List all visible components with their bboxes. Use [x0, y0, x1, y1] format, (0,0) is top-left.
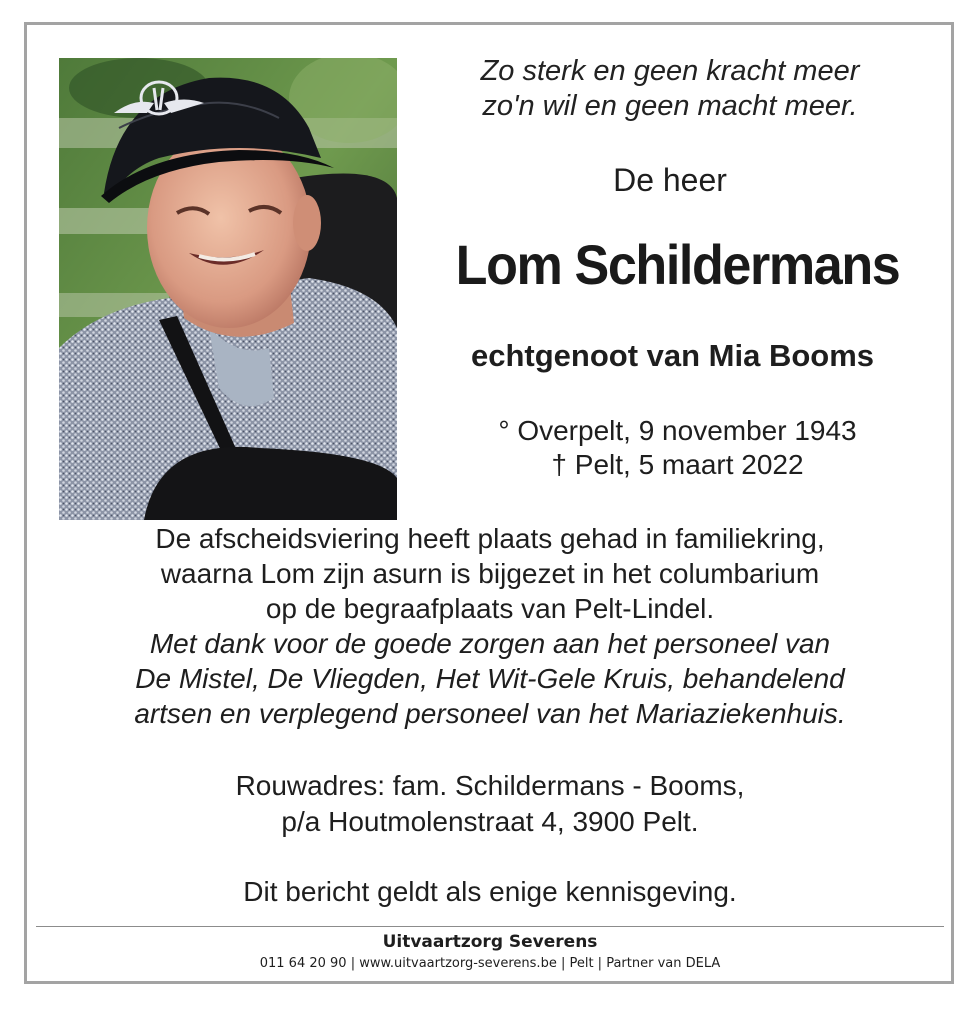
memorial-quote: [420, 54, 920, 124]
notice-text: Dit bericht geldt als enige kennisgeving.: [243, 876, 737, 907]
birth-date: ° Overpelt, 9 november 1943: [498, 415, 857, 446]
mourning-address: [40, 768, 940, 840]
death-date: † Pelt, 5 maart 2022: [551, 449, 804, 480]
ceremony-and-thanks: [40, 521, 940, 731]
address-line-1: Rouwadres: fam. Schildermans - Booms,: [235, 770, 745, 801]
funeral-company-name: Uitvaartzorg Severens: [382, 932, 598, 952]
thanks-line-3: artsen en verplegend personeel van het Mariaziekenhuis.: [134, 698, 846, 729]
thanks-line-2: De Mistel, De Vliegden, Het Wit-Gele Kruis, behandelend: [135, 663, 845, 694]
thanks-line-1: Met dank voor de goede zorgen aan het personeel van: [149, 628, 831, 659]
spouse-line: echtgenoot van Mia Booms: [470, 338, 875, 373]
quote-line-1: Zo sterk en geen kracht meer: [480, 55, 860, 87]
ceremony-line-3: op de begraafplaats van Pelt-Lindel.: [265, 593, 715, 624]
ceremony-line-2: waarna Lom zijn asurn is bijgezet in het columbarium: [160, 558, 820, 589]
quote-line-2: zo'n wil en geen macht meer.: [482, 90, 858, 122]
funeral-company-info: 011 64 20 90 | www.uitvaartzorg-severens.be | Pelt | Partner van DELA: [259, 956, 721, 971]
footer-divider: [36, 926, 944, 927]
portrait-photo: [59, 58, 397, 520]
salutation: De heer: [613, 162, 727, 198]
ceremony-line-1: De afscheidsviering heeft plaats gehad in familiekring,: [155, 523, 825, 554]
life-dates: [455, 414, 900, 482]
address-line-2: p/a Houtmolenstraat 4, 3900 Pelt.: [281, 806, 699, 837]
deceased-name: Lom Schildermans: [455, 233, 900, 296]
